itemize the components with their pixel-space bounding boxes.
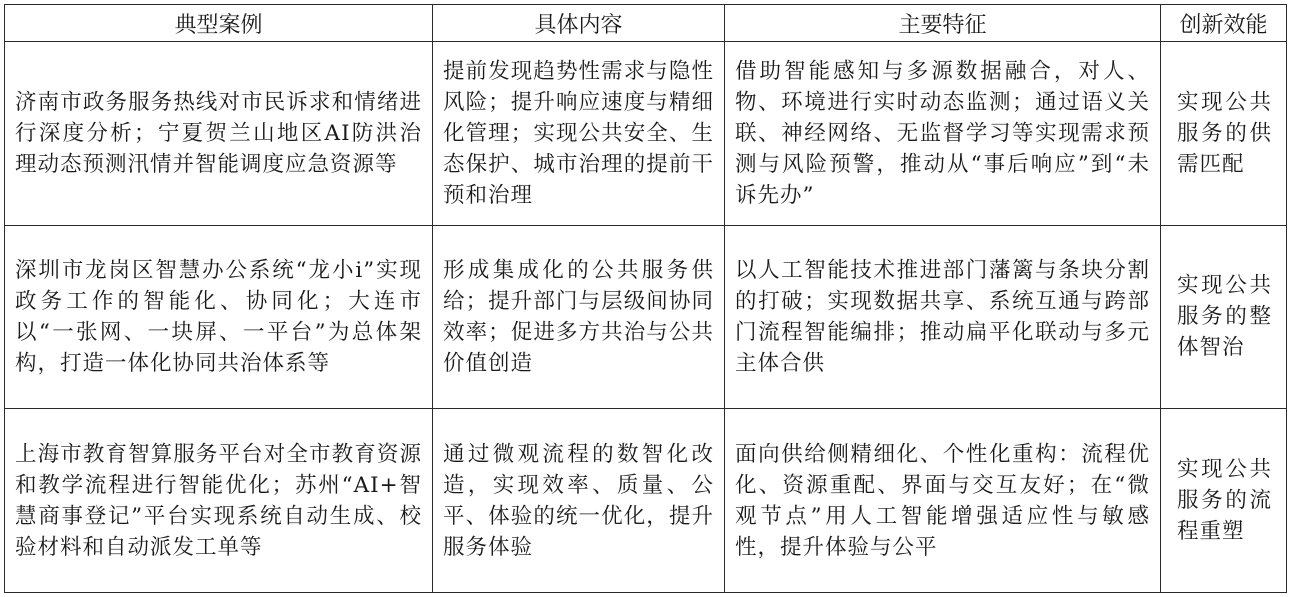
comparison-table-container: [4, 4, 1286, 593]
header-typical-case: 典型案例: [5, 5, 433, 42]
case-text: 上海市教育智算服务平台对全市教育资源和教学流程进行智能优化；苏州“AI+智慧商事登记”平台实现系统自动生成、校验材料和自动派发工单等: [15, 441, 422, 560]
comparison-table: [4, 4, 1287, 593]
table-row: [5, 409, 1287, 593]
feature-cell: [725, 42, 1161, 226]
content-text: 形成集成化的公共服务供给；提升部门与层级间协同效率；促进多方共治与公共价值创造: [443, 257, 714, 376]
case-cell: [5, 225, 433, 409]
effect-text: 实现公共服务的整体智治: [1177, 273, 1272, 361]
header-main-features: 主要特征: [725, 5, 1161, 42]
feature-text: 借助智能感知与多源数据融合，对人、物、环境进行实时动态监测；通过语义关联、神经网络、无监督学习等实现需求预测与风险预警，推动从“事后响应”到“未诉先办”: [735, 58, 1150, 208]
header-specific-content: 具体内容: [433, 5, 725, 42]
table-row: [5, 225, 1287, 409]
effect-cell: [1161, 225, 1287, 409]
case-text: 济南市政务服务热线对市民诉求和情绪进行深度分析；宁夏贺兰山地区AI防洪治理动态预测汛情并智能调度应急资源等: [15, 89, 422, 177]
feature-text: 以人工智能技术推进部门藩篱与条块分割的打破；实现数据共享、系统互通与跨部门流程智能编排；推动扁平化联动与多元主体合供: [735, 257, 1150, 376]
content-cell: [433, 409, 725, 593]
table-body: [5, 42, 1287, 593]
effect-text: 实现公共服务的流程重塑: [1177, 457, 1272, 545]
content-text: 提前发现趋势性需求与隐性风险；提升响应速度与精细化管理；实现公共安全、生态保护、城市治理的提前干预和治理: [443, 58, 714, 208]
feature-cell: [725, 225, 1161, 409]
case-text: 深圳市龙岗区智慧办公系统“龙小i”实现政务工作的智能化、协同化；大连市以“一张网、一块屏、一平台”为总体架构，打造一体化协同共治体系等: [15, 257, 422, 376]
effect-cell: [1161, 42, 1287, 226]
case-cell: [5, 409, 433, 593]
effect-cell: [1161, 409, 1287, 593]
case-cell: [5, 42, 433, 226]
table-header: [5, 5, 1287, 42]
header-innovation-effect: 创新效能: [1161, 5, 1287, 42]
content-cell: [433, 42, 725, 226]
feature-cell: [725, 409, 1161, 593]
feature-text: 面向供给侧精细化、个性化重构：流程优化、资源重配、界面与交互友好；在“微观节点”用人工智能增强适应性与敏感性，提升体验与公平: [735, 441, 1150, 560]
header-row: [5, 5, 1287, 42]
effect-text: 实现公共服务的供需匹配: [1177, 89, 1272, 177]
table-row: [5, 42, 1287, 226]
content-text: 通过微观流程的数智化改造，实现效率、质量、公平、体验的统一优化，提升服务体验: [443, 441, 714, 560]
content-cell: [433, 225, 725, 409]
